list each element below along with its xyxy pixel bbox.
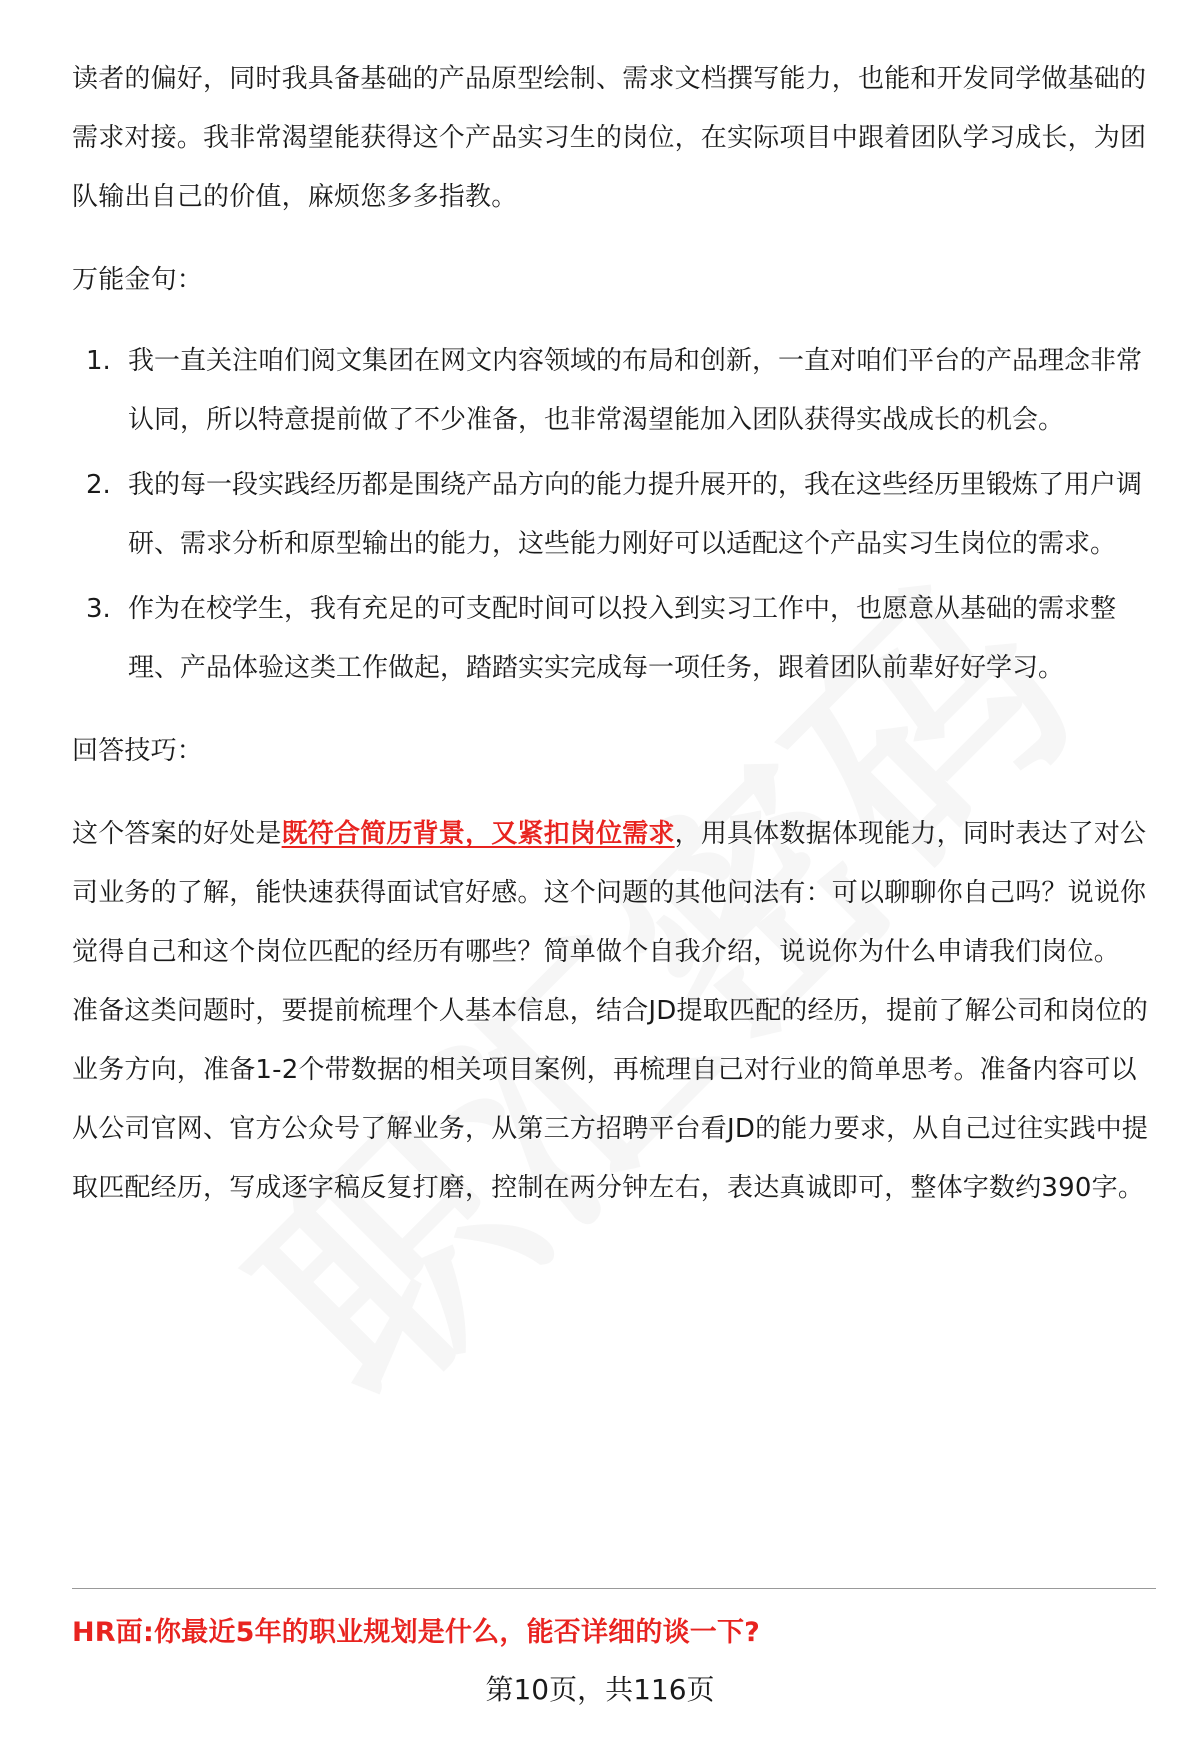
tips-paragraph-1 bbox=[72, 805, 1152, 982]
next-question-heading: HR面:你最近5年的职业规划是什么，能否详细的谈一下? bbox=[72, 1617, 761, 1648]
list-item bbox=[72, 580, 1152, 698]
intro-paragraph: 读者的偏好，同时我具备基础的产品原型绘制、需求文档撰写能力，也能和开发同学做基础的需求对接。我非常渴望能获得这个产品实习生的岗位，在实际项目中跟着团队学习成长，为团队输出自己的价值，麻烦您多多指教。 bbox=[72, 64, 1147, 212]
list-item-text: 作为在校学生，我有充足的可支配时间可以投入到实习工作中，也愿意从基础的需求整理、产品体验这类工作做起，踏踏实实完成每一项任务，跟着团队前辈好好学习。 bbox=[128, 594, 1117, 683]
list-item bbox=[72, 456, 1152, 574]
list-item-number: 3. bbox=[86, 594, 111, 624]
universal-phrases-heading: 万能金句： bbox=[72, 265, 204, 295]
document-body bbox=[72, 50, 1152, 1218]
tips-p1-prefix: 这个答案的好处是 bbox=[72, 819, 282, 849]
list-item-text: 我一直关注咱们阅文集团在网文内容领域的布局和创新，一直对咱们平台的产品理念非常认同，所以特意提前做了不少准备，也非常渴望能加入团队获得实战成长的机会。 bbox=[128, 346, 1143, 435]
list-item-text: 我的每一段实践经历都是围绕产品方向的能力提升展开的，我在这些经历里锻炼了用户调研、需求分析和原型输出的能力，这些能力刚好可以适配这个产品实习生岗位的需求。 bbox=[128, 470, 1143, 559]
tips-paragraph-2: 准备这类问题时，要提前梳理个人基本信息，结合JD提取匹配的经历，提前了解公司和岗位的业务方向，准备1-2个带数据的相关项目案例，再梳理自己对行业的简单思考。准备内容可以从公司官网、官方公众号了解业务，从第三方招聘平台看JD的能力要求，从自己过往实践中提取匹配经历，写成逐字稿反复打磨，控制在两分钟左右，表达真诚即可，整体字数约390字。 bbox=[72, 996, 1149, 1203]
list-item bbox=[72, 332, 1152, 450]
section-divider bbox=[72, 1588, 1156, 1589]
list-item-number: 1. bbox=[86, 346, 111, 376]
page-number-footer: 第10页，共116页 bbox=[485, 1673, 715, 1706]
tips-p1-highlight: 既符合简历背景，又紧扣岗位需求 bbox=[281, 819, 675, 849]
list-item-number: 2. bbox=[86, 470, 111, 500]
tips-p1-suffix: ，用具体数据体现能力，同时表达了对公司业务的了解，能快速获得面试官好感。这个问题的其他问法有：可以聊聊你自己吗？说说你觉得自己和这个岗位匹配的经历有哪些？简单做个自我介绍，说说你为什么申请我们岗位。 bbox=[72, 819, 1147, 967]
tips-heading: 回答技巧： bbox=[72, 736, 204, 766]
universal-phrases-list bbox=[72, 332, 1152, 698]
